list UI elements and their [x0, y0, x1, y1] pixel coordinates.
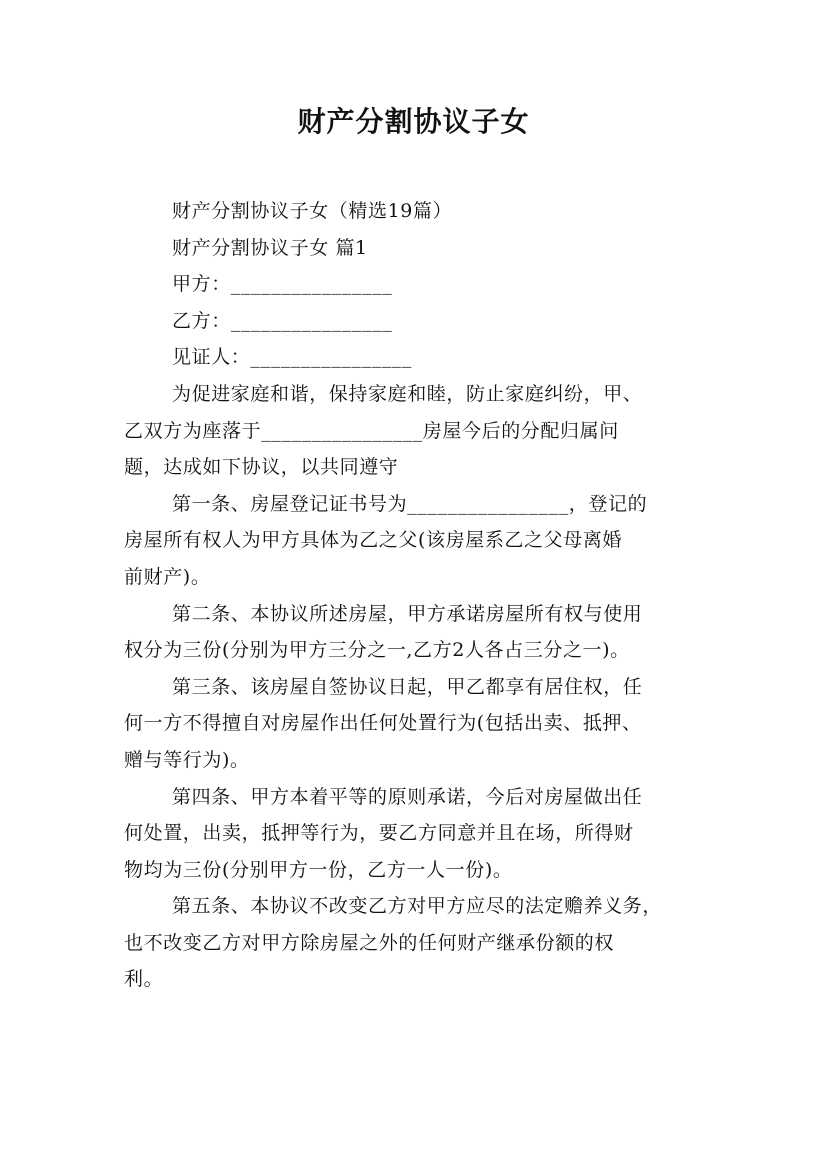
article-5-line: 利。: [124, 968, 164, 991]
preamble-line: 乙双方为座落于________________房屋今后的分配归属问: [124, 419, 619, 442]
article-1-line: 第一条、房屋登记证书号为________________，登记的: [172, 492, 648, 515]
article-3-line: 赠与等行为)。: [124, 748, 250, 771]
article-4-line: 第四条、甲方本着平等的原则承诺，今后对房屋做出任: [172, 785, 643, 808]
article-2-line: 权分为三份(分别为甲方三分之一,乙方2人各占三分之一)。: [124, 639, 630, 662]
article-4-line: 何处置，出卖，抵押等行为，要乙方同意并且在场，所得财: [124, 822, 634, 845]
article-2-line: 第二条、本协议所述房屋，甲方承诺房屋所有权与使用: [172, 602, 643, 625]
article-3-line: 何一方不得擅自对房屋作出任何处置行为(包括出卖、抵押、: [124, 712, 642, 735]
article-5-line: 第五条、本协议不改变乙方对甲方应尽的法定赡养义务，: [172, 895, 663, 918]
preamble-line: 为促进家庭和谐，保持家庭和睦，防止家庭纠纷，甲、: [172, 382, 643, 405]
document-title: 财产分割协议子女: [297, 105, 530, 138]
article-4-line: 物均为三份(分别甲方一份，乙方一人一份)。: [124, 858, 513, 881]
witness-line: 见证人：________________: [172, 346, 413, 369]
article-1-line: 房屋所有权人为甲方具体为乙之父(该房屋系乙之父母离婚: [124, 529, 623, 552]
party-a-line: 甲方：________________: [172, 273, 393, 296]
section-heading: 财产分割协议子女 篇1: [172, 236, 368, 259]
article-1-line: 前财产)。: [124, 565, 211, 588]
article-3-line: 第三条、该房屋自签协议日起，甲乙都享有居住权，任: [172, 675, 643, 698]
subtitle-line: 财产分割协议子女（精选19篇）: [172, 200, 453, 222]
party-b-line: 乙方：________________: [172, 309, 393, 332]
document-body: [124, 193, 714, 998]
article-5-line: 也不改变乙方对甲方除房屋之外的任何财产继承份额的权: [124, 931, 615, 954]
preamble-line: 题，达成如下协议，以共同遵守: [124, 456, 399, 479]
